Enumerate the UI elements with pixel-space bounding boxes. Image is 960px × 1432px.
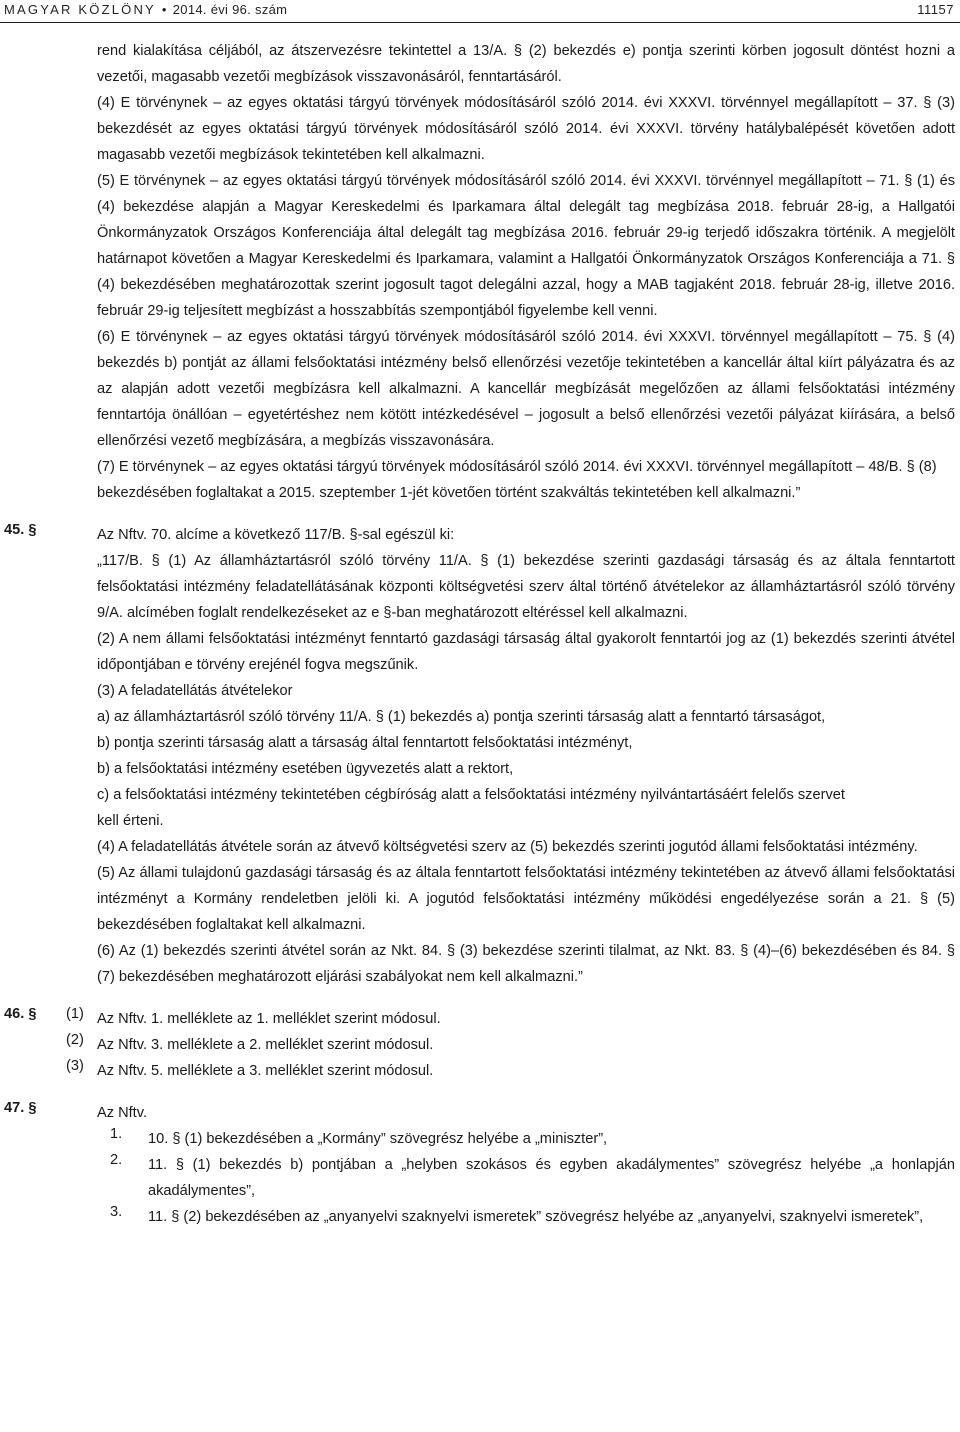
item-text: 11. § (2) bekezdésében az „anyanyelvi szaknyelvi ismeretek” szövegrész helyébe az „anyanyelvi, szaknyelvi ismeretek”, [148,1209,924,1225]
section-intro: Az Nftv. [97,1105,148,1121]
subsection-text: Az Nftv. 5. melléklete a 3. melléklet szerint módosul. [97,1063,434,1079]
paragraph: kell érteni. [97,813,164,829]
paragraph: (4) A feladatellátás átvétele során az átvevő költségvetési szerv az (5) bekezdés szerinti jogutód állami felsőoktatási intézmény. [97,839,918,855]
paragraph: rend kialakítása céljából, az átszervezésre tekintettel a 13/A. § (2) bekezdés e) pontja szerinti körben jogosult döntést hozni a vezetői, magasabb vezetői megbízások visszavonásáról, fenntartásáról. [97,43,955,85]
document-body [0,38,960,1230]
item-number: 2. [110,1152,123,1168]
list-item [0,1032,960,1058]
paragraph: (4) E törvénynek – az egyes oktatási tárgyú törvények módosításáról szóló 2014. évi XXXVI. törvénnyel megállapított – 37. § (3) bekezdését az egyes oktatási tárgyú törvények módosításáról szóló 2014. évi XXXVI. törvény hatálybalépését követően adott magasabb vezetői megbízások tekintetében kell alkalmazni. [97,95,955,163]
section-number: 45. § [4,522,37,538]
paragraph: a) az államháztartásról szóló törvény 11/A. § (1) bekezdés a) pontja szerinti társaság alatt a fenntartó társaságot, [97,709,826,725]
paragraph: (2) A nem állami felsőoktatási intézményt fenntartó gazdasági társaság által gyakorolt fenntartói jog az (1) bekezdés szerinti átvétel időpontjában e törvény erejénél fogva megszűnik. [97,631,955,673]
section-45 [0,522,960,990]
paragraph: (6) Az (1) bekezdés szerinti átvétel során az Nkt. 84. § (3) bekezdése szerinti tilalmat, az Nkt. 83. § (4)–(6) bekezdésében és 84. § (7) bekezdésében meghatározott eljárási szabályokat nem kell alkalmazni.” [97,943,955,985]
list-item [0,1152,960,1204]
paragraph: (5) E törvénynek – az egyes oktatási tárgyú törvények módosításáról szóló 2014. évi XXXVI. törvénnyel megállapított – 71. § (1) és (4) bekezdése alapján a Magyar Kereskedelmi és Iparkamara által delegált tag megbízása 2018. február 28-ig, a Hallgatói Önkormányzatok Országos Konferenciája által delegált tag megbízása 2016. február 29-ig terjedő időszakra történik. A megjelölt határnapot követően a Magyar Kereskedelmi és Iparkamara, valamint a Hallgatói Önkormányzatok Országos Konferenciája a 71. § (4) bekezdésében meghatározottak szerint jogosult tagot delegálni azzal, hogy a MAB tagjaként 2018. február 28-ig, illetve 2016. február 29-ig teljesített megbízást a hosszabbítás szempontjából figyelembe kell venni. [97,173,955,319]
subsection-number: (2) [66,1032,84,1048]
paragraph: (3) A feladatellátás átvételekor [97,683,293,699]
section-number: 47. § [4,1100,37,1116]
subsection-number: (3) [66,1058,84,1074]
header-rule [0,22,960,23]
item-number: 1. [110,1126,123,1142]
item-text: 10. § (1) bekezdésében a „Kormány” szövegrész helyébe a „miniszter”, [148,1131,608,1147]
paragraph: „117/B. § (1) Az államháztartásról szóló törvény 11/A. § (1) bekezdése szerinti gazdasági társaság és az általa fenntartott felsőoktatási intézmény feladatellátásának központi költségvetési szerv által történő átvételekor az államháztartásról szóló törvény 9/A. alcímében foglalt rendelkezéseket az e §-ban meghatározott eltéréssel kell alkalmazni. [97,553,955,621]
paragraph: b) pontja szerinti társaság alatt a társaság által fenntartott felsőoktatási intézményt, [97,735,633,751]
publication-name: MAGYAR KÖZLÖNY [4,2,156,17]
header-left [4,2,287,17]
item-text: 11. § (1) bekezdés b) pontjában a „helyben szokásos és egyben akadálymentes” szövegrész helyébe „a honlapján akadálymentes”, [148,1157,955,1199]
continued-block [0,38,960,506]
list-item [0,1058,960,1084]
paragraph: (5) Az állami tulajdonú gazdasági társaság és az általa fenntartott felsőoktatási intézmény tekintetében az átvevő állami felsőoktatási intézményt a Kormány rendeletben jelöli ki. A jogutód felsőoktatási intézmény működési engedélyezése során a 21. § (5) bekezdésében foglaltakat kell alkalmazni. [97,865,955,933]
paragraph: (7) E törvénynek – az egyes oktatási tárgyú törvények módosításáról szóló 2014. évi XXXVI. törvénnyel megállapított – 48/B. § (8) bekezdésében foglaltakat a 2015. szeptember 1-jét követően történt szakváltás tekintetében kell alkalmazni.” [97,459,937,501]
header-bullet: • [161,2,167,17]
paragraph: c) a felsőoktatási intézmény tekintetében cégbíróság alatt a felsőoktatási intézmény nyilvántartásáért felelős szervet [97,787,845,803]
issue-number: 2014. évi 96. szám [172,2,288,17]
list-item [0,1204,960,1230]
subsection-text: Az Nftv. 1. melléklete az 1. melléklet szerint módosul. [97,1011,441,1027]
section-intro: Az Nftv. 70. alcíme a következő 117/B. §-sal egészül ki: [97,527,455,543]
paragraph: b) a felsőoktatási intézmény esetében ügyvezetés alatt a rektort, [97,761,514,777]
subsection-text: Az Nftv. 3. melléklete a 2. melléklet szerint módosul. [97,1037,434,1053]
list-item [0,1006,960,1032]
section-47 [0,1100,960,1230]
section-number: 46. § [4,1006,37,1022]
section-46 [0,1006,960,1084]
item-number: 3. [110,1204,123,1220]
paragraph: (6) E törvénynek – az egyes oktatási tárgyú törvények módosításáról szóló 2014. évi XXXVI. törvénnyel megállapított – 75. § (4) bekezdés b) pontját az állami felsőoktatási intézmény belső ellenőrzési vezetője tekintetében a kancellár által kiírt pályázatra és az az alapján adott vezetői megbízásra kell alkalmazni. A kancellár megbízását megelőzően az állami felsőoktatási intézmény fenntartója önállóan – egyetértéshez nem kötött intézkedésével – jogosult a belső ellenőrzési vezetői pályázat kiírására, a belső ellenőrzési vezető megbízására, a megbízás visszavonására. [97,329,955,449]
subsection-number: (1) [66,1006,84,1022]
running-header [4,0,956,20]
list-item [0,1126,960,1152]
page-number: 11157 [917,2,954,17]
